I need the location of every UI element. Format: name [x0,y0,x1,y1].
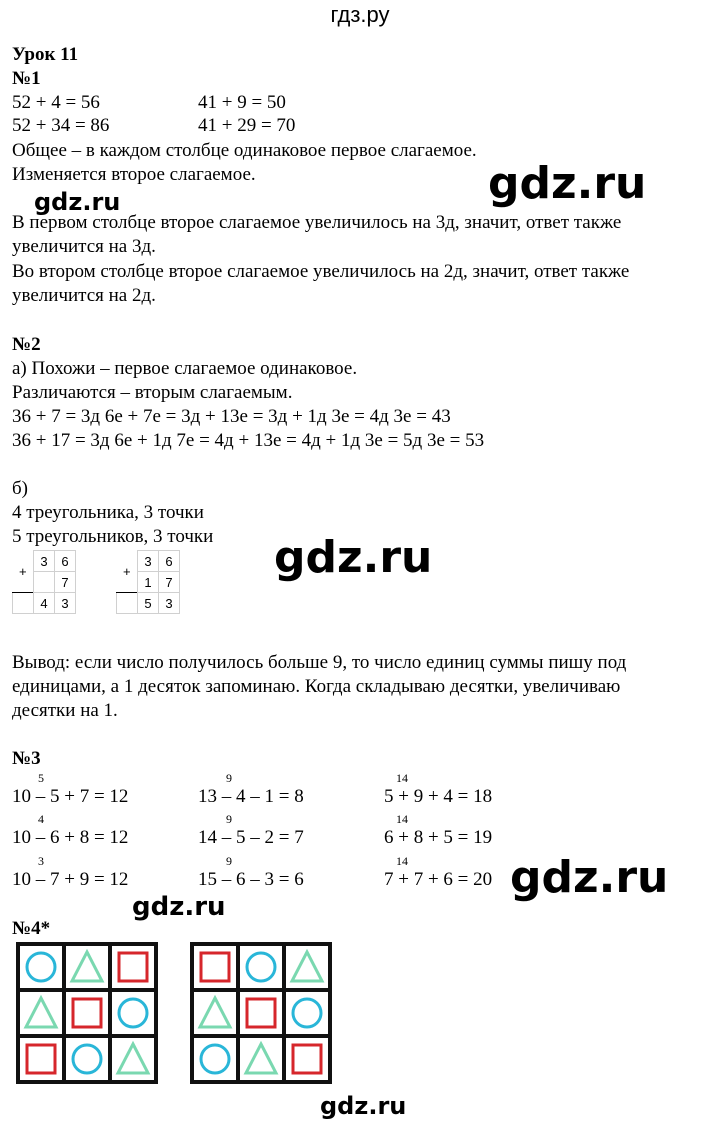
task1-text: В первом столбце второе слагаемое увеличилось на 3д, значит, ответ также [12,212,622,233]
task3-eq: 15 – 6 – 3 = 6 [198,869,304,890]
circle-cell [112,992,154,1034]
square-shape [73,999,101,1027]
watermark: gdz.ru [488,158,647,209]
digit: 7 [159,572,180,593]
task3-eq: 10 – 6 + 8 = 12 [12,827,129,848]
sign: + [18,563,27,579]
task3-eq: 14 – 5 – 2 = 7 [198,827,304,848]
circle-shape [201,1045,229,1073]
digit: 1 [138,572,159,593]
task3-sup: 9 [226,771,232,785]
task1-text: Общее – в каждом столбце одинаковое первое слагаемое. [12,140,477,161]
square-cell [66,992,108,1034]
triangle-shape [246,1044,276,1073]
task2-a-text: а) Похожи – первое слагаемое одинаковое. [12,358,358,379]
shape-grid-1 [16,942,158,1084]
shape-grid-2 [190,942,332,1084]
circle-cell [240,946,282,988]
triangle-shape [72,952,102,981]
triangle-shape [118,1044,148,1073]
lesson-title: Урок 11 [12,44,79,65]
watermark: gdz.ru [274,532,433,583]
circle-cell [194,1038,236,1080]
circle-cell [286,992,328,1034]
conclusion-text: десятки на 1. [12,700,118,721]
digit: 3 [159,593,180,614]
task2-b-text: 5 треугольников, 3 точки [12,526,214,547]
square-shape [293,1045,321,1073]
sign: + [122,563,131,579]
square-shape [201,953,229,981]
circle-shape [247,953,275,981]
triangle-cell [286,946,328,988]
triangle-shape [200,998,230,1027]
task1-text: Изменяется второе слагаемое. [12,164,256,185]
task3-eq: 6 + 8 + 5 = 19 [384,827,493,848]
triangle-shape [292,952,322,981]
triangle-cell [20,992,62,1034]
circle-shape [119,999,147,1027]
task1-eq-2: 52 + 34 = 86 [12,115,110,136]
digit [34,572,55,593]
digit: 3 [55,593,76,614]
square-cell [286,1038,328,1080]
square-shape [247,999,275,1027]
task1-text: увеличится на 3д. [12,236,156,257]
task3-sup: 9 [226,812,232,826]
task3-eq: 10 – 7 + 9 = 12 [12,869,129,890]
triangle-cell [240,1038,282,1080]
task3-sup: 3 [38,854,44,868]
column-addition-2 [116,550,180,614]
digit: 3 [138,551,159,572]
task1-text: Во втором столбце второе слагаемое увеличилось на 2д, значит, ответ также [12,261,630,282]
task2-b-label: б) [12,478,28,499]
site-header: гдз.ру [330,2,390,27]
task2-a-text: 36 + 17 = 3д 6е + 1д 7е = 4д + 13е = 4д + 1д 3е = 5д 3е = 53 [12,430,485,451]
circle-shape [73,1045,101,1073]
square-cell [240,992,282,1034]
square-cell [20,1038,62,1080]
watermark: gdz.ru [132,892,226,922]
circle-cell [66,1038,108,1080]
watermark: gdz.ru [320,1092,407,1120]
digit: 5 [138,593,159,614]
task1-eq-3: 41 + 9 = 50 [198,92,286,113]
triangle-cell [194,992,236,1034]
task3-sup: 5 [38,771,44,785]
square-shape [27,1045,55,1073]
square-cell [112,946,154,988]
task3-sup: 14 [396,812,408,826]
triangle-shape [26,998,56,1027]
digit: 3 [34,551,55,572]
digit [13,593,34,614]
conclusion-text: единицами, а 1 десяток запоминаю. Когда складываю десятки, увеличиваю [12,676,621,697]
digit [117,593,138,614]
digit: 7 [55,572,76,593]
task3-sup: 9 [226,854,232,868]
column-addition-1 [12,550,76,614]
triangle-cell [112,1038,154,1080]
circle-cell [20,946,62,988]
circle-shape [27,953,55,981]
conclusion-text: Вывод: если число получилось больше 9, то число единиц суммы пишу под [12,652,627,673]
digit: 6 [55,551,76,572]
task2-a-text: 36 + 7 = 3д 6е + 7е = 3д + 13е = 3д + 1д 3е = 4д 3е = 43 [12,406,451,427]
task3-sup: 4 [38,812,44,826]
task3-sup: 14 [396,771,408,785]
task2-a-text: Различаются – вторым слагаемым. [12,382,293,403]
task2-number: №2 [12,334,41,355]
watermark: gdz.ru [510,852,669,903]
task3-eq: 13 – 4 – 1 = 8 [198,786,304,807]
task1-eq-4: 41 + 29 = 70 [198,115,296,136]
digit: 6 [159,551,180,572]
square-shape [119,953,147,981]
task3-number: №3 [12,748,41,769]
task4-number: №4* [12,918,51,939]
task1-eq-1: 52 + 4 = 56 [12,92,100,113]
digit: 4 [34,593,55,614]
task2-b-text: 4 треугольника, 3 точки [12,502,204,523]
triangle-cell [66,946,108,988]
task1-number: №1 [12,68,41,89]
task3-sup: 14 [396,854,408,868]
task3-eq: 10 – 5 + 7 = 12 [12,786,129,807]
task3-eq: 5 + 9 + 4 = 18 [384,786,493,807]
task3-eq: 7 + 7 + 6 = 20 [384,869,493,890]
square-cell [194,946,236,988]
circle-shape [293,999,321,1027]
task1-text: увеличится на 2д. [12,285,156,306]
watermark: gdz.ru [34,188,121,216]
